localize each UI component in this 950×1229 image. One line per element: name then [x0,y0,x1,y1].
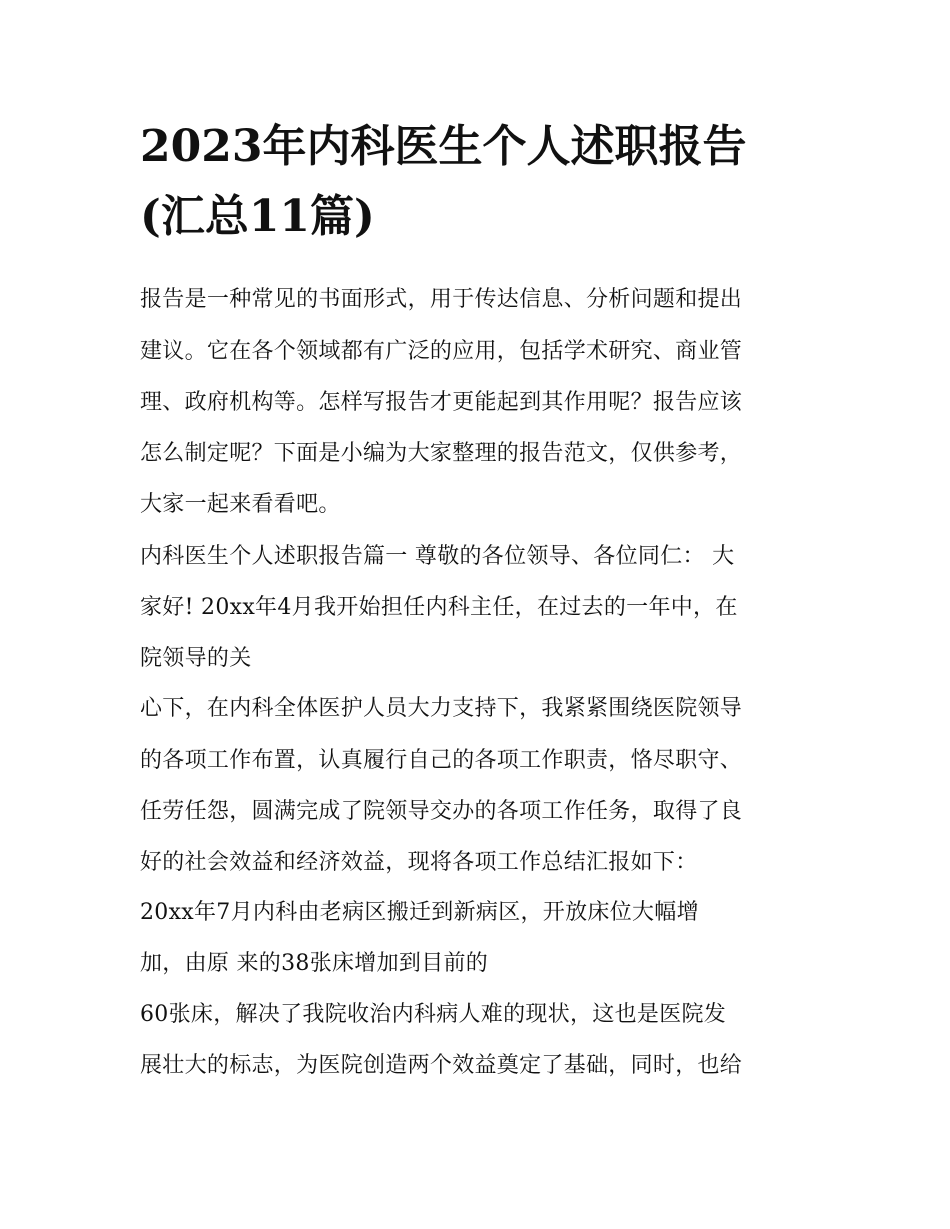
body-line: 报告是一种常见的书面形式，用于传达信息、分析问题和提出 [140,287,743,312]
title-line: (汇总11篇) [140,191,375,242]
body-line: 20xx年7月内科由老病区搬迁到新病区，开放床位大幅增 [140,900,699,925]
body-line: 怎么制定呢？下面是小编为大家整理的报告范文，仅供参考， [140,441,743,466]
body-line: 院领导的关 [140,646,252,671]
document-page [140,0,820,1229]
body-line: 理、政府机构等。怎样写报告才更能起到其作用呢？报告应该 [140,390,743,415]
body-line: 建议。它在各个领域都有广泛的应用，包括学术研究、商业管 [140,339,743,364]
body-line: 任劳任怨，圆满完成了院领导交办的各项工作任务，取得了良 [140,799,743,824]
body-line: 心下，在内科全体医护人员大力支持下，我紧紧围绕医院领导 [140,696,743,721]
title-line: 2023年内科医生个人述职报告 [140,121,747,172]
body-line: 加，由原 来的38张床增加到目前的 [140,951,489,976]
document-title [140,112,820,252]
body-line: 60张床，解决了我院收治内科病人难的现状，这也是医院发 [140,1002,727,1027]
body-line: 内科医生个人述职报告篇一 尊敬的各位领导、各位同仁： 大 [140,544,735,569]
body-line: 家好! 20xx年4月我开始担任内科主任，在过去的一年中，在 [140,595,738,620]
body-line: 大家一起来看看吧。 [140,492,341,517]
body-line: 好的社会效益和经济效益，现将各项工作总结汇报如下： [140,850,698,875]
body-line: 的各项工作布置，认真履行自己的各项工作职责，恪尽职守、 [140,748,743,773]
body-line: 展壮大的标志，为医院创造两个效益奠定了基础，同时，也给 [140,1053,743,1078]
